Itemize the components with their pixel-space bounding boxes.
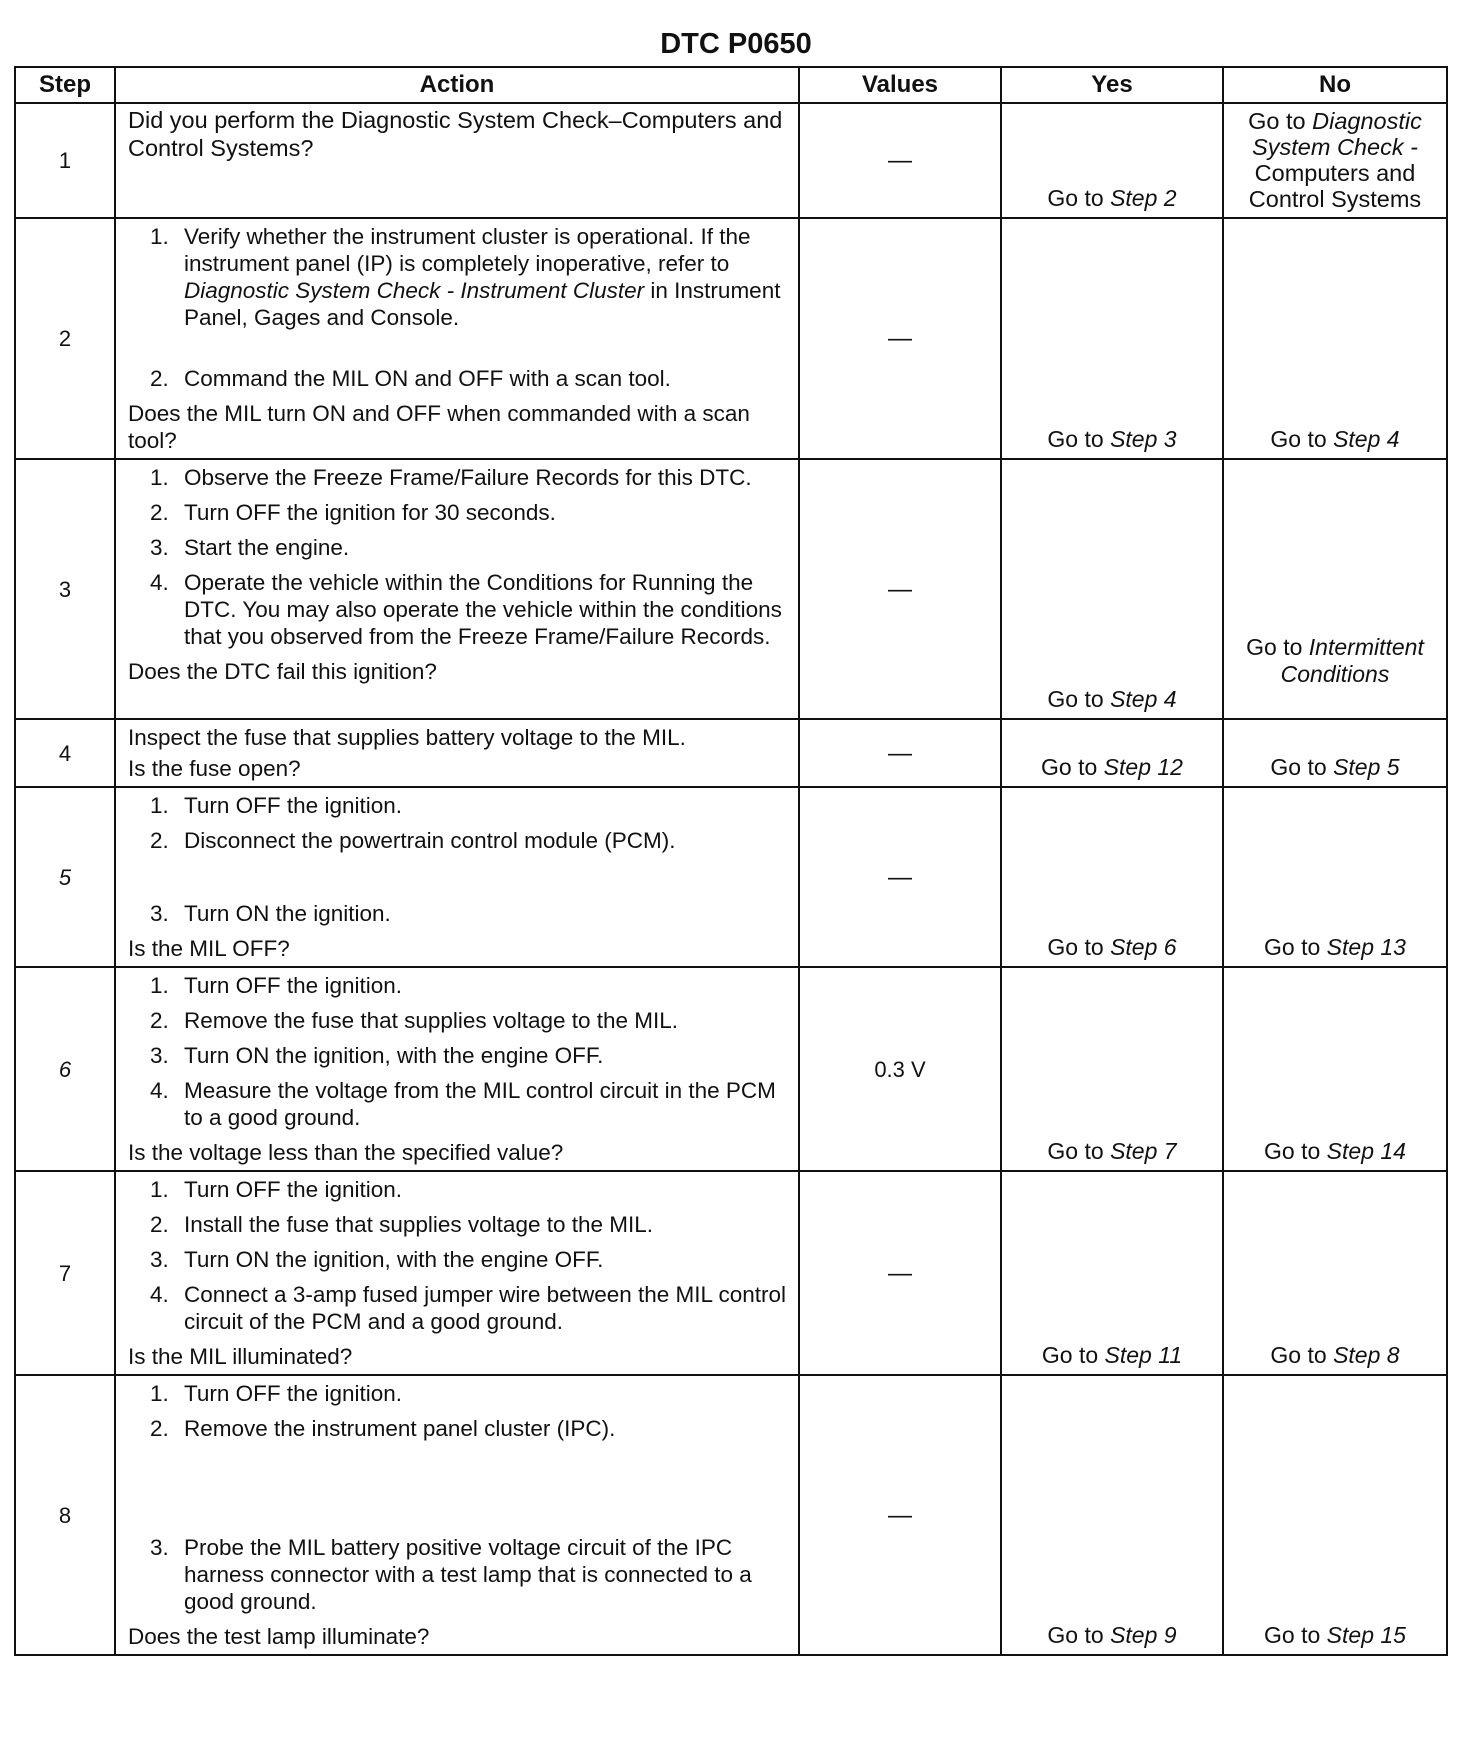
- yes-cell: [1001, 459, 1223, 719]
- list-item: [128, 1415, 792, 1442]
- goto-step: Step 2: [1110, 185, 1177, 211]
- item-number: 3.: [150, 1043, 169, 1068]
- item-text: Disconnect the powertrain control module (PCM).: [184, 828, 676, 853]
- step-number: 4: [15, 719, 115, 787]
- action-question: Does the test lamp illuminate?: [128, 1624, 430, 1649]
- table-row: [15, 218, 1447, 459]
- header-no: No: [1223, 67, 1447, 103]
- item-text: Remove the instrument panel cluster (IPC).: [184, 1416, 616, 1441]
- item-number: 1.: [150, 793, 169, 818]
- goto-step: Step 12: [1103, 754, 1183, 780]
- value-cell: —: [799, 787, 1001, 967]
- item-number: 1.: [150, 465, 169, 490]
- goto-label: Go to: [1047, 934, 1104, 960]
- goto-step: Step 8: [1333, 1342, 1400, 1368]
- action-question: Is the fuse open?: [128, 756, 301, 781]
- step-number: 3: [15, 459, 115, 719]
- goto-step: Step 6: [1110, 934, 1177, 960]
- item-text: Start the engine.: [184, 535, 350, 560]
- header-row: [15, 67, 1447, 103]
- table-row: [15, 1171, 1447, 1375]
- value-cell: —: [799, 1375, 1001, 1655]
- step-number: 6: [15, 967, 115, 1171]
- goto-step: Step 15: [1326, 1622, 1406, 1648]
- action-cell: [115, 1375, 799, 1655]
- action-cell: [115, 1171, 799, 1375]
- goto-step: Step 7: [1110, 1138, 1177, 1164]
- goto-label: Go to: [1270, 426, 1327, 452]
- list-item: [128, 569, 792, 650]
- item-number: 4.: [150, 570, 169, 595]
- item-number: 2.: [150, 1008, 169, 1033]
- item-text-tail: in Instrument Panel, Gages and Console.: [184, 278, 781, 330]
- item-number: 3.: [150, 1535, 169, 1560]
- table-row: [15, 103, 1447, 218]
- table-row: [15, 719, 1447, 787]
- item-text: Connect a 3-amp fused jumper wire between the MIL control circuit of the PCM and a good ground.: [184, 1282, 786, 1334]
- item-text: Operate the vehicle within the Conditions for Running the DTC. You may also operate the vehicle within the conditions that you observed from the Freeze Frame/Failure Records.: [184, 570, 782, 649]
- item-reference: Diagnostic System Check - Instrument Cluster: [184, 278, 645, 303]
- action-question: Is the MIL illuminated?: [128, 1344, 353, 1369]
- goto-step: Step 4: [1110, 686, 1177, 712]
- yes-cell: [1001, 103, 1223, 218]
- goto-label: Go to: [1248, 108, 1306, 134]
- item-number: 1.: [150, 1381, 169, 1406]
- yes-cell: [1001, 218, 1223, 459]
- goto-step: Step 9: [1110, 1622, 1177, 1648]
- no-cell: [1223, 103, 1447, 218]
- list-item: [128, 1281, 792, 1335]
- item-text: Command the MIL ON and OFF with a scan tool.: [184, 366, 671, 391]
- list-item: [128, 464, 792, 491]
- goto-target-tail: Computers and Control Systems: [1248, 160, 1422, 212]
- item-text: Measure the voltage from the MIL control circuit in the PCM to a good ground.: [184, 1078, 776, 1130]
- goto-target: Diagnostic System Check -: [1252, 108, 1422, 160]
- item-text: Turn OFF the ignition for 30 seconds.: [184, 500, 556, 525]
- goto-step: Step 14: [1326, 1138, 1406, 1164]
- yes-cell: [1001, 967, 1223, 1171]
- goto-label: Go to: [1047, 426, 1104, 452]
- list-item: [128, 1007, 792, 1034]
- step-number: 8: [15, 1375, 115, 1655]
- item-number: 4.: [150, 1078, 169, 1103]
- step-number: 2: [15, 218, 115, 459]
- goto-label: Go to: [1041, 1342, 1099, 1368]
- list-item: [128, 1042, 792, 1069]
- action-cell: [115, 719, 799, 787]
- no-cell: [1223, 967, 1447, 1171]
- action-question: Is the voltage less than the specified value?: [128, 1140, 564, 1165]
- list-item: [128, 972, 792, 999]
- list-item: [128, 792, 792, 819]
- yes-cell: [1001, 719, 1223, 787]
- goto-label: Go to: [1264, 934, 1321, 960]
- item-number: 1.: [150, 1177, 169, 1202]
- item-number: 2.: [150, 500, 169, 525]
- list-item: [128, 1246, 792, 1273]
- item-number: 2.: [150, 828, 169, 853]
- no-cell: [1223, 218, 1447, 459]
- list-item: [128, 900, 792, 927]
- action-cell: [115, 218, 799, 459]
- table-row: [15, 787, 1447, 967]
- item-number: 3.: [150, 1247, 169, 1272]
- goto-label: Go to: [1041, 754, 1098, 780]
- action-text: Inspect the fuse that supplies battery voltage to the MIL.: [128, 725, 686, 750]
- item-text: Observe the Freeze Frame/Failure Records for this DTC.: [184, 465, 752, 490]
- step-number: 7: [15, 1171, 115, 1375]
- item-text: Turn OFF the ignition.: [184, 973, 403, 998]
- goto-step: Step 4: [1333, 426, 1400, 452]
- list-item: [128, 223, 792, 331]
- header-values: Values: [799, 67, 1001, 103]
- no-cell: [1223, 459, 1447, 719]
- item-number: 3.: [150, 901, 169, 926]
- goto-label: Go to: [1047, 686, 1104, 712]
- item-number: 1.: [150, 973, 169, 998]
- item-number: 2.: [150, 1212, 169, 1237]
- item-number: 3.: [150, 535, 169, 560]
- action-question: Did you perform the Diagnostic System Check–Computers and Control Systems?: [128, 107, 783, 161]
- item-text: Probe the MIL battery positive voltage circuit of the IPC harness connector with a test lamp that is connected to a good ground.: [184, 1535, 752, 1614]
- value-cell: —: [799, 459, 1001, 719]
- action-question: Is the MIL OFF?: [128, 936, 290, 961]
- action-question: Does the DTC fail this ignition?: [128, 659, 437, 684]
- value-cell: —: [799, 218, 1001, 459]
- diagnostic-table: [14, 66, 1448, 1656]
- goto-step: Step 3: [1110, 426, 1177, 452]
- goto-label: Go to: [1047, 1138, 1104, 1164]
- goto-label: Go to: [1264, 1138, 1321, 1164]
- goto-label: Go to: [1264, 1622, 1321, 1648]
- action-cell: [115, 787, 799, 967]
- value-cell: 0.3 V: [799, 967, 1001, 1171]
- item-text: Turn ON the ignition, with the engine OFF.: [184, 1043, 604, 1068]
- yes-cell: [1001, 787, 1223, 967]
- header-step: Step: [15, 67, 115, 103]
- item-text: Turn OFF the ignition.: [184, 793, 403, 818]
- list-item: [128, 1176, 792, 1203]
- goto-step: Step 13: [1326, 934, 1406, 960]
- action-cell: [115, 459, 799, 719]
- goto-label: Go to: [1270, 1342, 1327, 1368]
- header-yes: Yes: [1001, 67, 1223, 103]
- yes-cell: [1001, 1171, 1223, 1375]
- list-item: [128, 1077, 792, 1131]
- step-number: 1: [15, 103, 115, 218]
- action-question: Does the MIL turn ON and OFF when commanded with a scan tool?: [128, 401, 750, 453]
- table-row: [15, 459, 1447, 719]
- goto-label: Go to: [1246, 634, 1303, 660]
- value-cell: —: [799, 103, 1001, 218]
- header-action: Action: [115, 67, 799, 103]
- action-cell: [115, 103, 799, 218]
- list-item: [128, 1380, 792, 1407]
- item-number: 2.: [150, 366, 169, 391]
- table-row: [15, 1375, 1447, 1655]
- no-cell: [1223, 1375, 1447, 1655]
- no-cell: [1223, 1171, 1447, 1375]
- item-text: Verify whether the instrument cluster is operational. If the instrument panel (IP) is completely inoperative, refer to: [184, 224, 751, 276]
- goto-label: Go to: [1270, 754, 1327, 780]
- no-cell: [1223, 719, 1447, 787]
- item-text: Install the fuse that supplies voltage to the MIL.: [184, 1212, 654, 1237]
- item-number: 2.: [150, 1416, 169, 1441]
- item-number: 4.: [150, 1282, 169, 1307]
- step-number: 5: [15, 787, 115, 967]
- goto-step: Step 5: [1333, 754, 1400, 780]
- item-text: Turn OFF the ignition.: [184, 1381, 403, 1406]
- goto-step: Step 11: [1104, 1342, 1183, 1368]
- page-title: DTC P0650: [660, 28, 812, 60]
- goto-target: Intermittent Conditions: [1280, 634, 1424, 687]
- list-item: [128, 499, 792, 526]
- goto-label: Go to: [1047, 185, 1104, 211]
- table-row: [15, 967, 1447, 1171]
- item-number: 1.: [150, 224, 169, 249]
- list-item: [128, 1211, 792, 1238]
- no-cell: [1223, 787, 1447, 967]
- item-text: Remove the fuse that supplies voltage to the MIL.: [184, 1008, 679, 1033]
- list-item: [128, 365, 792, 392]
- value-cell: —: [799, 1171, 1001, 1375]
- item-text: Turn OFF the ignition.: [184, 1177, 403, 1202]
- list-item: [128, 1534, 792, 1615]
- goto-label: Go to: [1047, 1622, 1104, 1648]
- item-text: Turn ON the ignition.: [184, 901, 391, 926]
- list-item: [128, 827, 792, 854]
- action-cell: [115, 967, 799, 1171]
- item-text: Turn ON the ignition, with the engine OFF.: [184, 1247, 604, 1272]
- value-cell: —: [799, 719, 1001, 787]
- list-item: [128, 534, 792, 561]
- yes-cell: [1001, 1375, 1223, 1655]
